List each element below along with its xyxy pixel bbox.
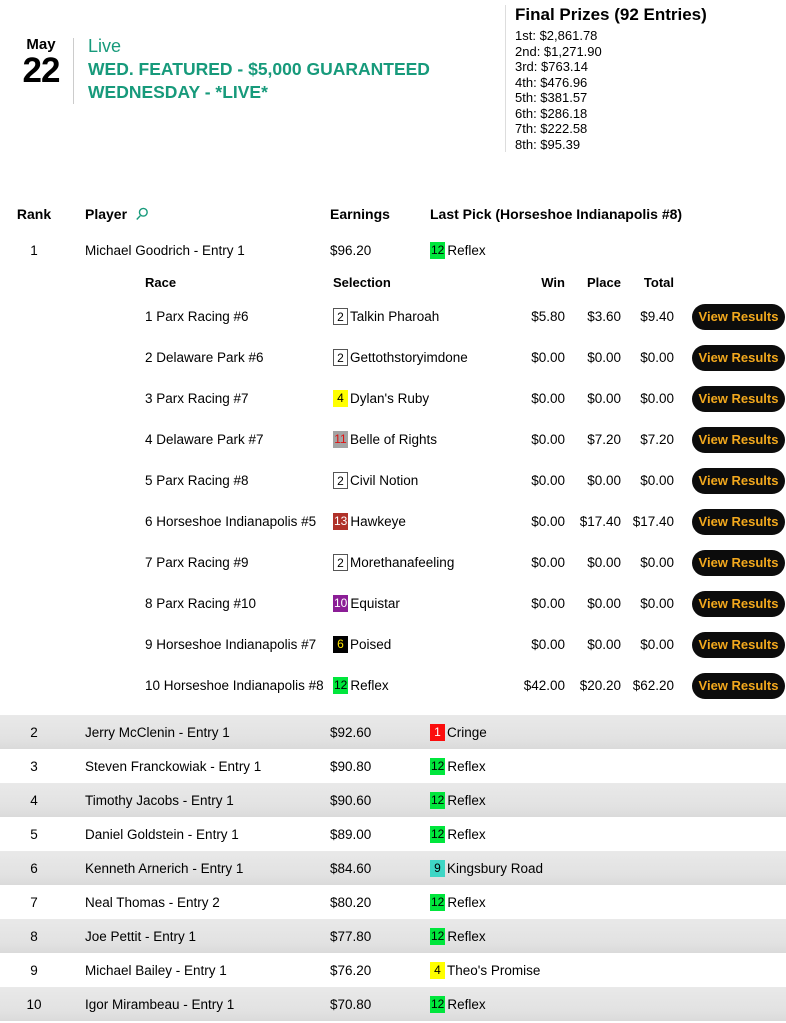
view-results-button[interactable]: View Results <box>692 673 785 699</box>
saddlecloth-badge: 12 <box>431 996 445 1011</box>
win-amount: $0.00 <box>531 555 565 570</box>
selection-cell <box>333 677 503 694</box>
saddlecloth-badge: 13 <box>334 514 348 528</box>
horse-name: Reflex <box>447 996 486 1012</box>
race-label: 8 Parx Racing #10 <box>145 596 257 611</box>
total-amount: $0.00 <box>640 473 674 488</box>
last-pick <box>430 894 786 911</box>
leaderboard-row-4[interactable] <box>0 783 786 817</box>
rank-value: 1 <box>30 242 38 258</box>
leaderboard-row-8[interactable] <box>0 919 786 953</box>
leaderboard-row-3[interactable] <box>0 749 786 783</box>
event-status: Live <box>88 36 122 56</box>
race-detail-row <box>145 296 786 337</box>
rank-value: 5 <box>30 826 38 842</box>
detail-bottom-spacer <box>0 706 786 715</box>
selection-cell <box>333 595 503 612</box>
player-name: Michael Goodrich - Entry 1 <box>85 242 245 258</box>
race-detail-row <box>145 624 786 665</box>
leaderboard-row-10[interactable] <box>0 987 786 1021</box>
saddlecloth-badge: 10 <box>334 596 348 610</box>
leaderboard-header-row <box>0 196 786 232</box>
win-amount: $5.80 <box>531 309 565 324</box>
player-rows <box>0 715 786 1021</box>
saddlecloth-badge: 2 <box>333 349 348 366</box>
final-prizes-panel <box>505 5 781 152</box>
selection-cell <box>333 308 503 325</box>
prize-list <box>515 28 781 152</box>
horse-name: Gettothstoryimdone <box>350 350 468 365</box>
earnings-value: $80.20 <box>330 894 372 910</box>
results-cell <box>692 468 786 494</box>
saddlecloth-badge: 2 <box>333 308 348 325</box>
player-name: Daniel Goldstein - Entry 1 <box>85 826 239 842</box>
horse-name: Equistar <box>350 596 400 611</box>
earnings-value: $84.60 <box>330 860 372 876</box>
saddlecloth-badge: 12 <box>431 826 445 841</box>
race-label: 3 Parx Racing #7 <box>145 391 249 406</box>
rank-value: 6 <box>30 860 38 876</box>
horse-name: Civil Notion <box>350 473 419 488</box>
results-cell <box>692 591 786 617</box>
leaderboard-row-9[interactable] <box>0 953 786 987</box>
race-label: 9 Horseshoe Indianapolis #7 <box>145 637 317 652</box>
total-amount: $7.20 <box>640 432 674 447</box>
prize-line: 3rd: $763.14 <box>515 59 589 74</box>
results-cell <box>692 509 786 535</box>
race-label: 7 Parx Racing #9 <box>145 555 249 570</box>
win-amount: $0.00 <box>531 432 565 447</box>
saddlecloth-badge: 4 <box>333 390 348 407</box>
saddlecloth-badge: 2 <box>333 554 348 571</box>
win-amount: $0.00 <box>531 391 565 406</box>
view-results-button[interactable]: View Results <box>692 591 785 617</box>
last-pick <box>430 996 786 1013</box>
header-divider <box>73 38 74 104</box>
player-name: Kenneth Arnerich - Entry 1 <box>85 860 244 876</box>
place-amount: $0.00 <box>587 555 621 570</box>
event-month: May <box>26 36 56 53</box>
horse-name: Reflex <box>447 792 486 808</box>
leaderboard-row-5[interactable] <box>0 817 786 851</box>
selection-cell <box>333 636 503 653</box>
total-amount: $0.00 <box>640 596 674 611</box>
selection-cell <box>333 431 503 448</box>
race-detail-row <box>145 542 786 583</box>
race-detail-row <box>145 460 786 501</box>
view-results-button[interactable]: View Results <box>692 468 785 494</box>
view-results-button[interactable]: View Results <box>692 509 785 535</box>
race-detail-row <box>145 583 786 624</box>
results-cell <box>692 427 786 453</box>
rank-value: 3 <box>30 758 38 774</box>
horse-name: Poised <box>350 637 392 652</box>
earnings-value: $90.80 <box>330 758 372 774</box>
place-amount: $17.40 <box>579 514 621 529</box>
place-amount: $0.00 <box>587 637 621 652</box>
horse-name: Reflex <box>447 242 486 258</box>
win-column-header: Win <box>541 274 565 290</box>
selection-cell <box>333 390 503 407</box>
horse-name: Belle of Rights <box>350 432 438 447</box>
last-pick <box>430 860 786 877</box>
view-results-button[interactable]: View Results <box>692 386 785 412</box>
race-detail-row <box>145 501 786 542</box>
view-results-button[interactable]: View Results <box>692 632 785 658</box>
total-amount: $9.40 <box>640 309 674 324</box>
race-label: 1 Parx Racing #6 <box>145 309 249 324</box>
horse-name: Reflex <box>350 678 389 693</box>
total-amount: $62.20 <box>632 678 674 693</box>
rank-value: 9 <box>30 962 38 978</box>
race-detail-row <box>145 378 786 419</box>
results-cell <box>692 632 786 658</box>
saddlecloth-badge: 11 <box>334 432 347 446</box>
results-cell <box>692 386 786 412</box>
total-amount: $0.00 <box>640 555 674 570</box>
place-amount: $7.20 <box>587 432 621 447</box>
earnings-value: $77.80 <box>330 928 372 944</box>
prize-line: 7th: $222.58 <box>515 121 588 136</box>
win-amount: $0.00 <box>531 514 565 529</box>
win-amount: $0.00 <box>531 596 565 611</box>
leaderboard-row-2[interactable] <box>0 715 786 749</box>
results-cell <box>692 304 786 330</box>
rank-column-header: Rank <box>16 206 52 222</box>
saddlecloth-badge: 4 <box>430 962 445 979</box>
earnings-value: $90.60 <box>330 792 372 808</box>
saddlecloth-badge: 12 <box>431 792 445 807</box>
last-pick <box>430 724 786 741</box>
earnings-value: $70.80 <box>330 996 372 1012</box>
detail-header-row <box>145 268 786 296</box>
race-detail-row <box>145 665 786 706</box>
place-amount: $0.00 <box>587 350 621 365</box>
results-cell <box>692 673 786 699</box>
selection-column-header: Selection <box>333 274 391 290</box>
prize-line: 2nd: $1,271.90 <box>515 43 602 59</box>
rank-value: 4 <box>30 792 38 808</box>
win-amount: $0.00 <box>531 350 565 365</box>
results-cell <box>692 550 786 576</box>
race-detail-row <box>145 419 786 460</box>
rank-value: 2 <box>30 724 38 740</box>
final-prizes-title: Final Prizes (92 Entries) <box>515 5 707 24</box>
horse-name: Hawkeye <box>350 514 406 529</box>
place-column-header: Place <box>587 274 621 290</box>
results-cell <box>692 345 786 371</box>
earnings-value: $89.00 <box>330 826 372 842</box>
prize-line: 6th: $286.18 <box>515 105 588 121</box>
view-results-button[interactable]: View Results <box>692 345 785 371</box>
total-column-header: Total <box>643 274 674 290</box>
event-title-line1: WED. FEATURED - $5,000 GUARANTEED <box>88 59 430 79</box>
last-pick <box>430 826 786 843</box>
player-name: Igor Mirambeau - Entry 1 <box>85 996 235 1012</box>
total-amount: $0.00 <box>640 350 674 365</box>
last-pick <box>430 242 786 259</box>
rank-value: 8 <box>30 928 38 944</box>
prize-line: 4th: $476.96 <box>515 74 588 90</box>
win-amount: $42.00 <box>523 678 565 693</box>
view-results-button[interactable]: View Results <box>692 550 785 576</box>
last-pick <box>430 962 786 979</box>
race-label: 2 Delaware Park #6 <box>145 350 264 365</box>
view-results-button[interactable]: View Results <box>692 427 785 453</box>
earnings-column-header: Earnings <box>330 206 390 222</box>
horse-name: Talkin Pharoah <box>350 309 440 324</box>
horse-name: Dylan's Ruby <box>350 391 430 406</box>
place-amount: $0.00 <box>587 596 621 611</box>
earnings-value: $92.60 <box>330 724 372 740</box>
leaderboard-row-1[interactable] <box>0 232 786 268</box>
place-amount: $3.60 <box>587 309 621 324</box>
win-amount: $0.00 <box>531 473 565 488</box>
saddlecloth-badge: 2 <box>333 472 348 489</box>
race-label: 10 Horseshoe Indianapolis #8 <box>145 678 324 693</box>
win-amount: $0.00 <box>531 637 565 652</box>
earnings-value: $76.20 <box>330 962 372 978</box>
place-amount: $0.00 <box>587 391 621 406</box>
saddlecloth-badge: 12 <box>431 928 445 943</box>
selection-cell <box>333 472 503 489</box>
last-pick <box>430 758 786 775</box>
race-label: 4 Delaware Park #7 <box>145 432 264 447</box>
event-title-line2: WEDNESDAY - *LIVE* <box>88 82 268 102</box>
total-amount: $0.00 <box>640 391 674 406</box>
last-pick <box>430 928 786 945</box>
horse-name: Cringe <box>447 724 487 740</box>
page-header <box>0 0 786 196</box>
horse-name: Reflex <box>447 928 486 944</box>
event-title-block <box>88 34 430 104</box>
horse-name: Morethanafeeling <box>350 555 455 570</box>
event-date <box>18 36 64 89</box>
player-column-label: Player <box>85 206 128 222</box>
prize-line: 1st: $2,861.78 <box>515 28 598 43</box>
saddlecloth-badge: 12 <box>431 242 445 257</box>
horse-name: Reflex <box>447 894 486 910</box>
player-name: Neal Thomas - Entry 2 <box>85 894 220 910</box>
player-column-header <box>68 206 330 222</box>
selection-cell <box>333 513 503 530</box>
last-pick <box>430 792 786 809</box>
race-label: 6 Horseshoe Indianapolis #5 <box>145 514 317 529</box>
horse-name: Reflex <box>447 758 486 774</box>
last-pick-column-header: Last Pick (Horseshoe Indianapolis #8) <box>430 206 683 222</box>
view-results-button[interactable]: View Results <box>692 304 785 330</box>
horse-name: Kingsbury Road <box>447 860 544 876</box>
race-detail-row <box>145 337 786 378</box>
saddlecloth-badge: 12 <box>334 678 348 692</box>
saddlecloth-badge: 9 <box>430 860 445 877</box>
player-name: Timothy Jacobs - Entry 1 <box>85 792 234 808</box>
horse-name: Reflex <box>447 826 486 842</box>
player-name: Joe Pettit - Entry 1 <box>85 928 197 944</box>
selection-cell <box>333 554 503 571</box>
rank-value: 10 <box>26 996 42 1012</box>
saddlecloth-badge: 12 <box>431 894 445 909</box>
player-name: Michael Bailey - Entry 1 <box>85 962 227 978</box>
detail-rows <box>0 296 786 706</box>
earnings-value: $96.20 <box>330 242 372 258</box>
search-icon[interactable] <box>135 207 149 221</box>
saddlecloth-badge: 12 <box>431 758 445 773</box>
player-name: Jerry McClenin - Entry 1 <box>85 724 230 740</box>
total-amount: $0.00 <box>640 637 674 652</box>
event-day: 22 <box>22 51 60 90</box>
race-label: 5 Parx Racing #8 <box>145 473 249 488</box>
player-name: Steven Franckowiak - Entry 1 <box>85 758 262 774</box>
total-amount: $17.40 <box>632 514 674 529</box>
place-amount: $0.00 <box>587 473 621 488</box>
horse-name: Theo's Promise <box>447 962 541 978</box>
prize-line: 5th: $381.57 <box>515 90 588 105</box>
selection-cell <box>333 349 503 366</box>
prize-line: 8th: $95.39 <box>515 136 581 152</box>
place-amount: $20.20 <box>579 678 621 693</box>
saddlecloth-badge: 1 <box>430 724 445 741</box>
leaderboard-row-7[interactable] <box>0 885 786 919</box>
leaderboard-row-6[interactable] <box>0 851 786 885</box>
rank-value: 7 <box>30 894 38 910</box>
saddlecloth-badge: 6 <box>333 636 348 653</box>
race-column-header: Race <box>145 274 177 290</box>
